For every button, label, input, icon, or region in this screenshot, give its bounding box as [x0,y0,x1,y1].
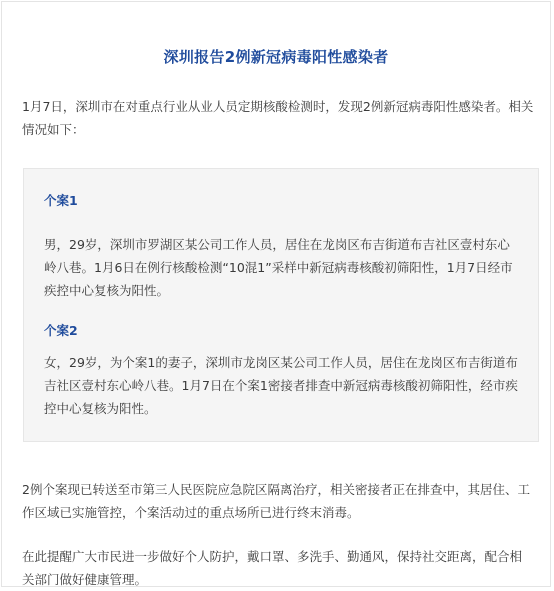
reminder-paragraph: 在此提醒广大市民进一步做好个人防护，戴口罩、多洗手、勤通风，保持社交距离，配合相关部门做好健康管理。 [22,549,523,587]
article-page [1,1,551,587]
case-1-text: 男，29岁，深圳市罗湖区某公司工作人员，居住在龙岗区布吉街道布吉社区壹村东心岭八巷。1月6日在例行核酸检测“10混1”采样中新冠病毒核酸初筛阳性，1月7日经市疾控中心复核为阳性。 [44,237,513,298]
cases-box [23,168,539,442]
case-2-text: 女，29岁，为个案1的妻子，深圳市龙岗区某公司工作人员，居住在龙岗区布吉街道布吉社区壹村东心岭八巷。1月7日在个案1密接者排查中新冠病毒核酸初筛阳性，经市疾控中心复核为阳性。 [44,355,518,416]
case-1-heading: 个案1 [44,193,78,208]
case-2-heading: 个案2 [44,323,78,338]
article-title: 深圳报告2例新冠病毒阳性感染者 [163,48,389,66]
intro-paragraph: 1月7日，深圳市在对重点行业从业人员定期核酸检测时，发现2例新冠病毒阳性感染者。相关情况如下： [22,99,534,137]
followup-paragraph: 2例个案现已转送至市第三人民医院应急院区隔离治疗，相关密接者正在排查中，其居住、工作区域已实施管控，个案活动过的重点场所已进行终末消毒。 [22,482,530,520]
